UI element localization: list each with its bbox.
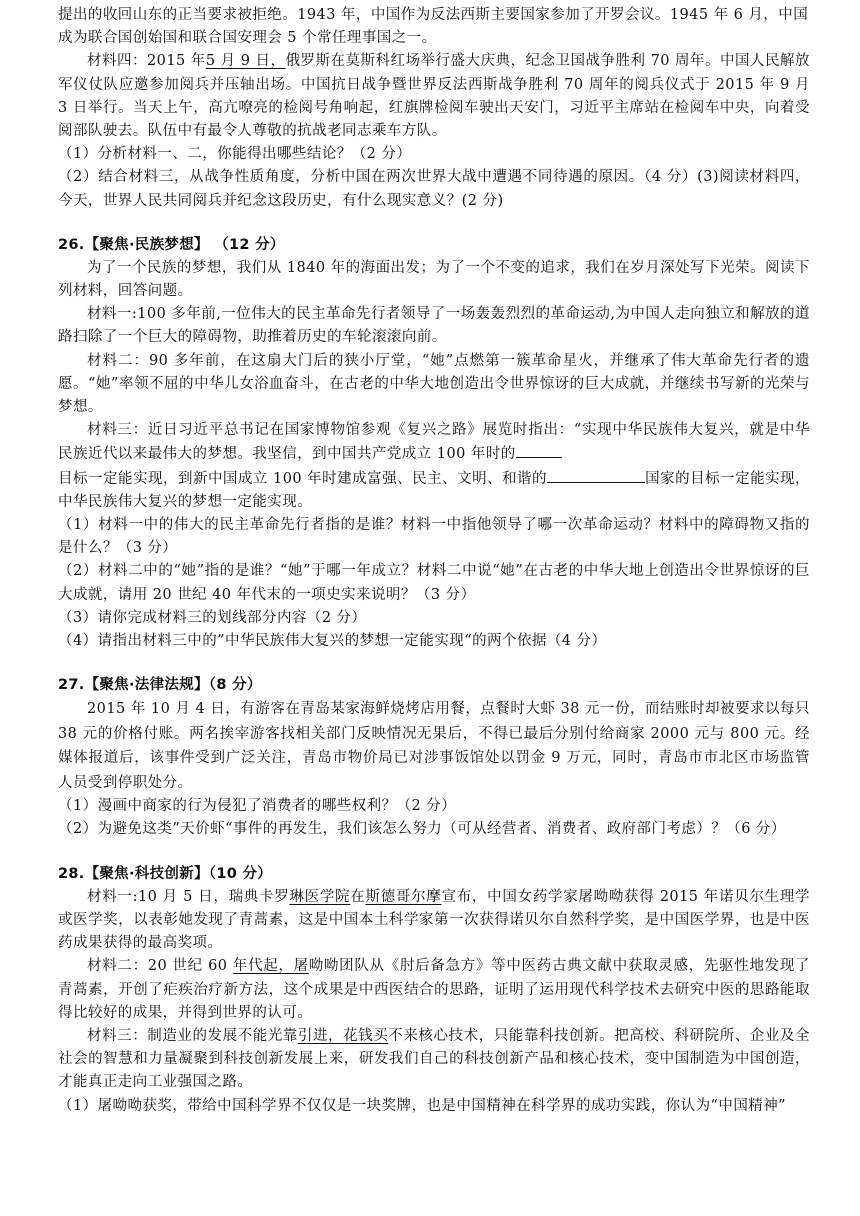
m3-text-a: 材料三：制造业的发展不能光靠 [87, 1027, 298, 1044]
material-4-label: 材料四：2015 年 [87, 53, 206, 70]
question-26-4: （4）请指出材料三中的”中华民族伟大复兴的梦想一定能实现“的两个依据（4 分） [58, 633, 607, 650]
fill-blank-2 [547, 467, 645, 483]
question-26-1: （1）材料一中的伟大的民主革命先行者指的是谁？材料一中指他领导了哪一次革命运动？材料中的障碍物又指的是什么？（3 分） [58, 517, 810, 557]
m1-text-a: 材料一:10 月 5 日，瑞典卡罗 [87, 888, 290, 905]
material-4-text: 俄罗斯在莫斯科红场举行盛大庆典，纪念卫国战争胜利 70 周年。中国人民解放军仪仗队应邀参加阅兵并压轴出场。中国抗日战争暨世界反法西斯战争胜利 70 周年的阅兵仪式于 2015 年 9 月 3 日举行。当天上午，高亢嘹亮的检阅号角响起，红旗牌检阅车驶出天安门，习近平主席站在检阅车中央，向着受阅部队驶去。队伍中有最令人尊敬的抗战老同志乘车方队。 [58, 53, 810, 140]
section-28-material-3 [58, 1025, 810, 1095]
exam-page [58, 4, 810, 1118]
question-26-3: （3）请你完成材料三的划线部分内容（2 分） [58, 609, 367, 626]
question-28-1: （1）屠呦呦获奖，带给中国科学界不仅仅是一块奖牌，也是中国精神在科学界的成功实践，你认为“中国精神” [58, 1097, 787, 1114]
m1-underline-1: 琳医学院 [289, 888, 351, 905]
section-28-material-1 [58, 886, 810, 956]
m1-underline-2: 斯德哥尔摩 [365, 888, 442, 905]
question-25-1: （1）分析材料一、二，你能得出哪些结论？（2 分） [58, 146, 412, 163]
section-28-material-2 [58, 955, 810, 1025]
material-3-part-c: 国家的目标一定能实现，中华民族伟大复兴的梦想一定能实现。 [58, 470, 810, 510]
material-3-part-a: 材料三：近日习近平总书记在国家博物馆参观《复兴之路》展览时指出：“实现中华民族伟大复兴，就是中华民族近代以来最伟大的梦想。我坚信，到中国共产党成立 100 年时的 [58, 422, 810, 463]
question-25-2: （2）结合材料三，从战争性质角度，分析中国在两次世界大战中遭遇不同待遇的原因。（4 分）(3)阅读材料四，今天，世界人民共同阅兵并纪念这段历史，有什么现实意义？(2 分) [58, 169, 810, 209]
section-26-material-3 [58, 419, 810, 514]
m3-underline-1: 引进，花钱买 [297, 1027, 389, 1044]
m2-underline-1: 年代起，屠 [232, 958, 309, 975]
top-line-2: 成为联合国创始国和联合国安理会 5 个常任理事国之一。 [58, 30, 437, 47]
material-3-part-b: 目标一定能实现，到新中国成立 100 年时建成富强、民主、文明、和谐的 [58, 470, 548, 487]
question-27-1: （1）漫画中商家的行为侵犯了消费者的哪些权利？（2 分） [58, 798, 457, 815]
question-27-2: （2）为避免这类”天价虾“事件的再发生，我们该怎么努力（可从经营者、消费者、政府部门考虑）？（6 分） [58, 821, 786, 838]
section-26-material-2: 材料二：90 多年前，在这扇大门后的狭小厅堂，“她”点燃第一簇革命星火，并继承了伟大革命先行者的遗愿。“她”率领不屈的中华儿女浴血奋斗，在古老的中华大地创造出令世界惊讶的巨大成就，并继续书写新的光荣与梦想。 [58, 352, 810, 416]
top-line-1: 提出的收回山东的正当要求被拒绝。1943 年，中国作为反法西斯主要国家参加了开罗会议。1945 年 6 月，中国 [58, 7, 809, 23]
m2-text-a: 材料二：20 世纪 60 [87, 958, 233, 975]
m2-text-b: 呦呦团队从《肘后备急方》等中医药古典文献中获取灵感，先驱性地发现了青蒿素，开创了疟疾治疗新方法，这个成果是中西医结合的思路，证明了运用现代科学技术去研究中医的思路能取得比较好的成果，并得到世界的认可。 [58, 958, 810, 1021]
m1-text-b: 在 [350, 888, 366, 905]
section-27-text: 2015 年 10 月 4 日，有游客在青岛某家海鲜烧烤店用餐，点餐时大虾 38 元一份，而结账时却被要求以每只 38 元的价格付账。两名挨宰游客找相关部门反映情况无果后，不得已最后分别付给商家 2000 元与 800 元。经媒体报道后，该事件受到广泛关注，青岛市物价局已对涉事饭馆处以罚金 9 万元，同时，青岛市市北区市场监管人员受到停职处分。 [58, 701, 810, 791]
section-27-heading: 27.【聚焦·法律法规】（8 分） [58, 677, 262, 694]
section-26-intro: 为了一个民族的梦想，我们从 1840 年的海面出发；为了一个不变的追求，我们在岁月深处写下光荣。阅读下列材料，回答问题。 [58, 259, 810, 300]
material-4 [58, 50, 810, 143]
material-4-date: 5 月 9 日， [205, 53, 286, 70]
m1-text-c: 宣布，中国女药学家屠呦呦获得 2015 年诺贝尔生理学或医学奖，以表彰她发现了青蒿素，这是中国本土科学家第一次获得诺贝尔自然科学奖，是中国医学界，也是中医药成果获得的最高奖项。 [58, 888, 810, 952]
question-26-2: （2）材料二中的“她”指的是谁？“她”于哪一年成立？材料二中说“她”在古老的中华大地上创造出令世界惊讶的巨大成就，请用 20 世纪 40 年代末的一项史实来说明？（3 分） [58, 563, 810, 603]
section-26-material-1: 材料一:100 多年前,一位伟大的民主革命先行者领导了一场轰轰烈烈的革命运动,为中国人走向独立和解放的道路扫除了一个巨大的障碍物，助推着历史的车轮滚滚向前。 [58, 306, 810, 346]
fill-blank-1 [516, 442, 562, 458]
section-28-heading: 28.【聚焦·科技创新】（10 分） [58, 865, 273, 882]
m3-text-b: 不来核心技术，只能靠科技创新。把高校、科研院所、企业及全社会的智慧和力量凝聚到科技创新发展上来，研发我们自己的科技创新产品和核心技术，变中国制造为中国创造，才能真正走向工业强国之路。 [58, 1027, 810, 1091]
section-26-heading: 26.【聚焦·民族梦想】 （12 分） [58, 236, 285, 253]
